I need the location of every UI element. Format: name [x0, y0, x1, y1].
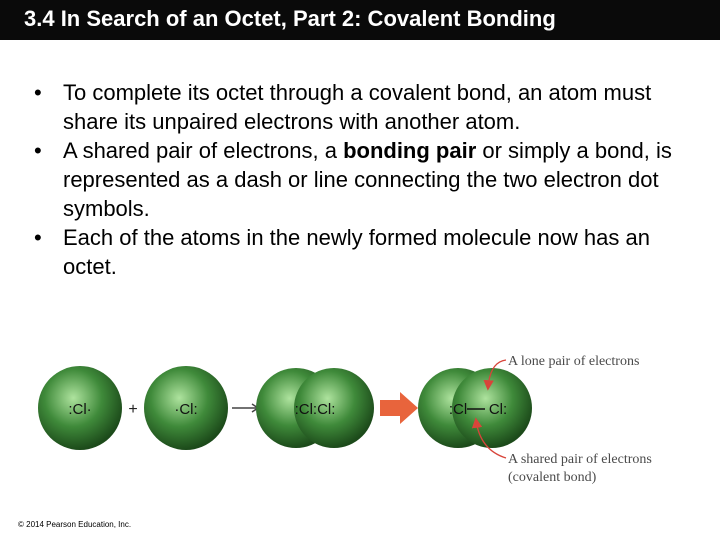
bullet-item [34, 136, 694, 223]
title-bar [0, 0, 720, 40]
shared-pair-label-sub: (covalent bond) [508, 470, 597, 485]
bullet-text: Each of the atoms in the newly formed molecule now has an octet. [63, 225, 650, 279]
bonding-pair-term: bonding pair [343, 138, 477, 163]
covalent-bond-diagram [0, 340, 720, 520]
lone-pair-label: A lone pair of electrons [508, 354, 640, 369]
bullet-dot: • [34, 225, 42, 250]
bullet-item [34, 223, 694, 281]
plus-sign: + [128, 401, 138, 418]
chlorine-electron-dot-symbol: :Cl· [68, 401, 92, 418]
slide-title: 3.4 In Search of an Octet, Part 2: Covalent Bonding [24, 6, 556, 31]
orange-transform-arrow [380, 392, 418, 424]
bullet-text: A shared pair of electrons, a [63, 138, 344, 163]
molecule-electron-dot-symbol: :Cl:Cl: [294, 401, 336, 418]
bullet-list [34, 78, 694, 281]
chlorine-electron-dot-symbol: ·Cl: [174, 401, 198, 418]
bullet-dot: • [34, 138, 42, 163]
shared-pair-label: A shared pair of electrons [508, 452, 652, 467]
bullet-dot: • [34, 80, 42, 105]
copyright-notice: © 2014 Pearson Education, Inc. [18, 520, 132, 529]
bullet-text: or simply a bond, is represented as a dash or line connecting the two electron dot symbols. [63, 138, 672, 221]
bonded-chlorine-symbol: :Cl [448, 401, 468, 418]
bullet-text: To complete its octet through a covalent bond, an atom must share its unpaired electrons with another atom. [63, 80, 652, 134]
bullet-item [34, 78, 694, 136]
bonded-chlorine-symbol: Cl: [488, 401, 508, 418]
